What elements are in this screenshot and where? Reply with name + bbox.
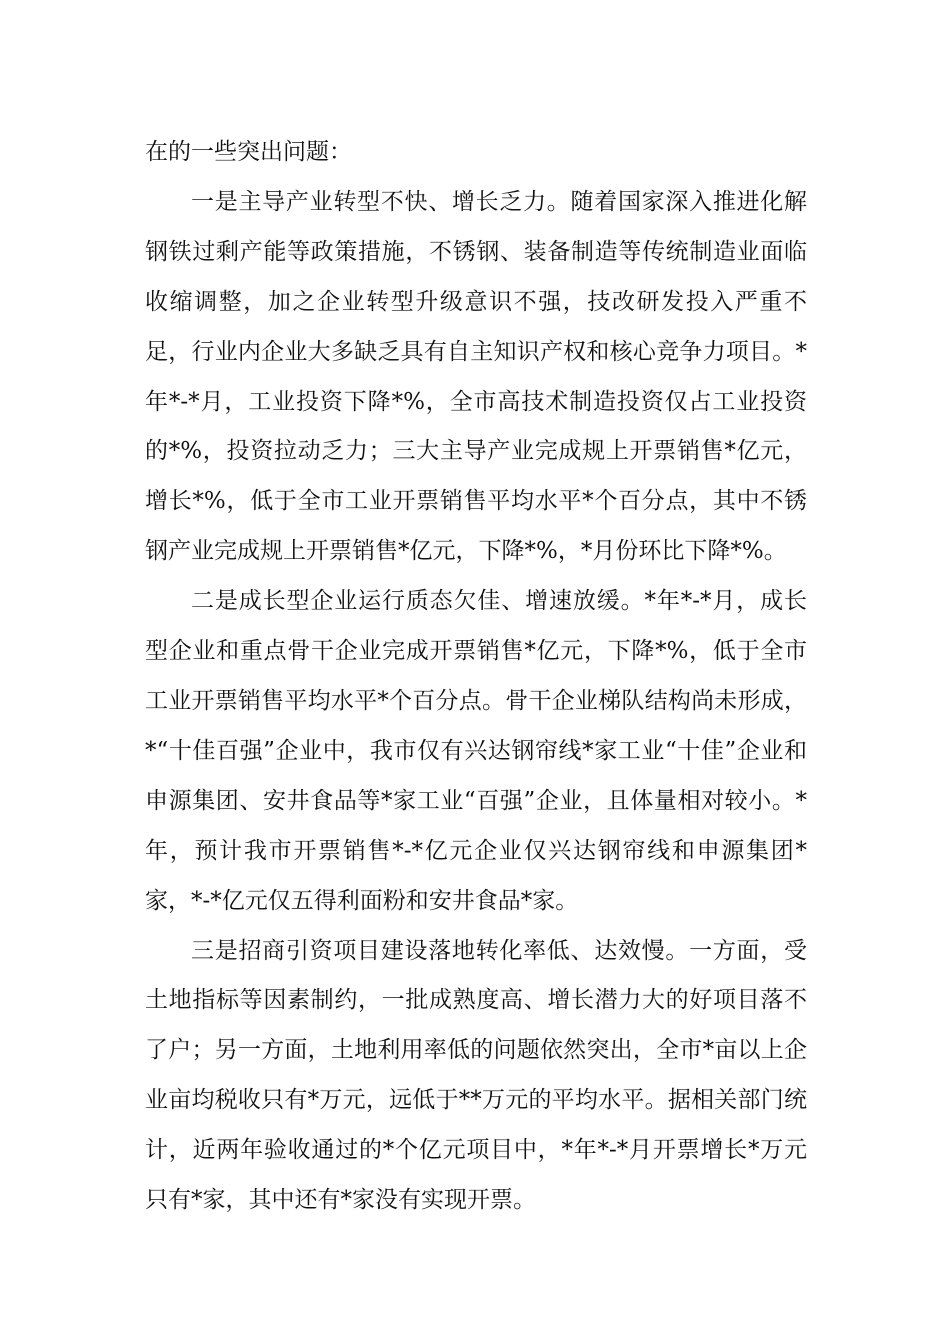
- paragraph-issue-three: 三是招商引资项目建设落地转化率低、达效慢。一方面，受土地指标等因素制约，一批成熟度高、增长潜力大的好项目落不了户；另一方面，土地利用率低的问题依然突出，全市*亩以上企业亩均税收只有*万元，远低于**万元的平均水平。据相关部门统计，近两年验收通过的*个亿元项目中，*年*-*月开票增长*万元只有*家，其中还有*家没有实现开票。: [145, 937, 807, 1214]
- paragraph-issue-one: 一是主导产业转型不快、增长乏力。随着国家深入推进化解钢铁过剩产能等政策措施，不锈钢、装备制造等传统制造业面临收缩调整，加之企业转型升级意识不强，技改研发投入严重不足，行业内企业大多缺乏具有自主知识产权和核心竞争力项目。*年*-*月，工业投资下降*%，全市高技术制造投资仅占工业投资的*%，投资拉动乏力；三大主导产业完成规上开票销售*亿元，增长*%，低于全市工业开票销售平均水平*个百分点，其中不锈钢产业完成规上开票销售*亿元，下降*%，*月份环比下降*%。: [145, 188, 807, 565]
- paragraph-issue-two: 二是成长型企业运行质态欠佳、增速放缓。*年*-*月，成长型企业和重点骨干企业完成开票销售*亿元，下降*%，低于全市工业开票销售平均水平*个百分点。骨干企业梯队结构尚未形成，*“十佳百强”企业中，我市仅有兴达钢帘线*家工业“十佳”企业和申源集团、安井食品等*家工业“百强”企业，且体量相对较小。*年，预计我市开票销售*-*亿元企业仅兴达钢帘线和申源集团*家，*-*亿元仅五得利面粉和安井食品*家。: [145, 588, 807, 914]
- document-body: [145, 128, 807, 1226]
- paragraph-continuation: 在的一些突出问题：: [145, 139, 352, 165]
